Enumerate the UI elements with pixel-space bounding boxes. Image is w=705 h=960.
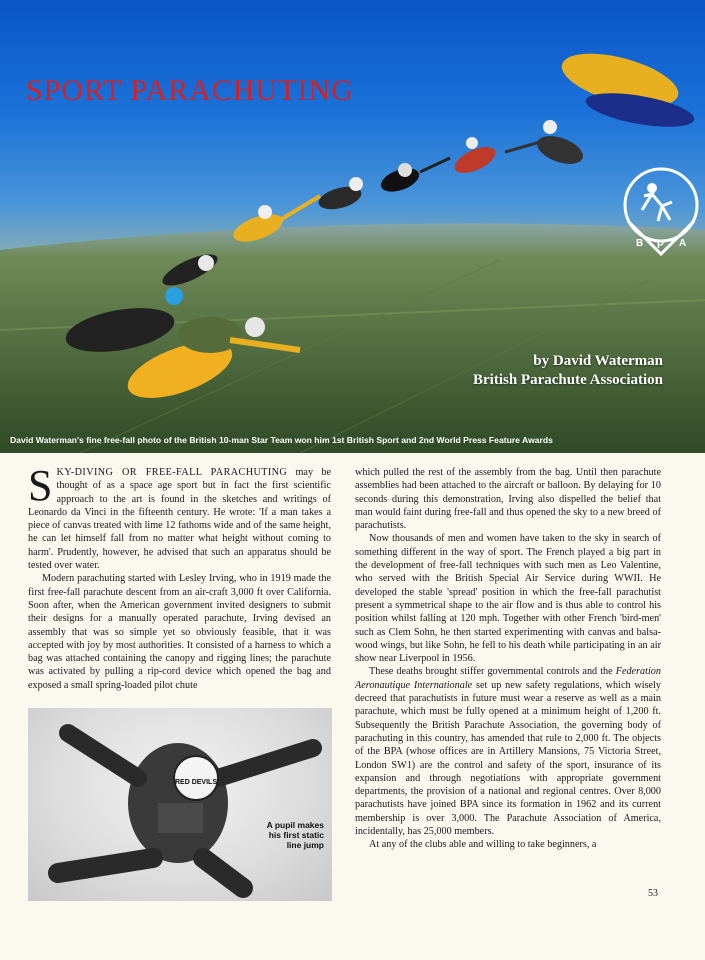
paragraph-2: Modern parachuting started with Lesley Irving, who in 1919 made the first free-fall parachute descent from an air-craft 3,000 ft over California. Soon after, when the American government invited designers to submit their designs for a manually operated parachute, Irving devised an assembly that was so simple yet so obviously feasible, that it was accepted with joy by most authorities. It consisted of a harness to which a bag was attached containing the canopy and rigging lines; the parachute was activated by pulling a rip-cord device which opened the bag and exposed a small spring-loaded pilot chute — [28, 573, 331, 691]
paragraph-3: which pulled the rest of the assembly from the bag. Until then parachute assemblies had been attached to the aircraft or balloon. By delaying for 10 seconds during this demonstration, Irving also dispelled the belief that man would faint during free-fall and thus opened the sky to a new breed of parachutists. — [355, 467, 661, 532]
article-title: SPORT PARACHUTING — [26, 74, 354, 107]
paragraph-1 — [28, 461, 332, 572]
pupil-jump-photo — [28, 708, 332, 901]
hero-caption: David Waterman's fine free-fall photo of the British 10-man Star Team won him 1st British Sport and 2nd World Press Feature Awards — [10, 435, 553, 445]
article-column-right — [355, 466, 661, 852]
byline-organization: British Parachute Association — [473, 372, 663, 388]
byline-author: by David Waterman — [533, 353, 663, 369]
photo-caption: A pupil makes his first static line jump — [266, 820, 324, 850]
paragraph-1-text: may be thought of as a space age sport but in fact the first scientific approach to the art is found in the sketches and writings of Leonardo da Vinci in the fifteenth century. He wrote: 'If a man takes a piece of canvas treated with lime 12 fathoms wide and of the same height, he can let himself fall from no matter what height without coming to harm'. Prudently, however, he advised that such an apparatus should be tested over water. — [28, 467, 332, 572]
federation-name: Federation Aeronautique Internationale — [355, 666, 661, 691]
article-column-left — [28, 461, 332, 692]
logo-letter-b: B — [636, 238, 644, 249]
lead-in-caps: KY-DIVING OR FREE-FALL PARACHUTING — [56, 467, 288, 478]
skydiver-pupil-illustration — [28, 708, 332, 901]
paragraph-5-start: These deaths brought stiffer governmental controls and the — [369, 666, 616, 678]
logo-letter-p: P — [657, 240, 664, 251]
byline — [473, 352, 663, 390]
logo-letter-a: A — [679, 238, 687, 249]
paragraph-4: Now thousands of men and women have taken to the sky in search of something different in the way of sport. The French played a big part in the development of free-fall techniques with such men as Leo Valentine, who served with the British Special Air Service during WWII. He developed the stable 'spread' position in which the free-fall parachutist present a symmetrical shape to the air flow and is thus able to control his position whilst falling at 120 mph. Together with other French 'bird-men' such as Clem Sohn, he then started experimenting with canvas and balsa-wood wings, but like Sohn, he fell to his death while participating in an air show near Liverpool in 1956. — [355, 533, 661, 665]
helmet-text: RED DEVILS — [174, 779, 218, 786]
hero-photo — [0, 0, 705, 453]
dropcap: S — [28, 461, 53, 510]
parachutist-icon — [642, 183, 672, 221]
paragraph-6: At any of the clubs able and willing to take beginners, a — [369, 839, 597, 851]
page-number: 53 — [648, 888, 658, 899]
paragraph-5 — [355, 665, 661, 838]
paragraph-5-rest: set up new safety regulations, which wisely decreed that parachutists in future must wear a reserve as well as a main parachute, which must be fully opened at a minimum height of 1,200 ft. Subsequently the British Parachute Association, the governing body of parachuting in this country, has amended that rule to 2,000 ft. The objects of the BPA (whose offices are in Artillery Mansions, 75 Victoria Street, London SW1) are the control and safety of the sport, insurance of its expansion and through negotiations with appropriate government departments, the provision of a national and regional centres. Over 8,000 parachutists have joined BPA since its formation in 1962 and its current membership is over 3,000. The Parachute Association of America, incidentally, has 25,000 members. — [355, 679, 661, 838]
